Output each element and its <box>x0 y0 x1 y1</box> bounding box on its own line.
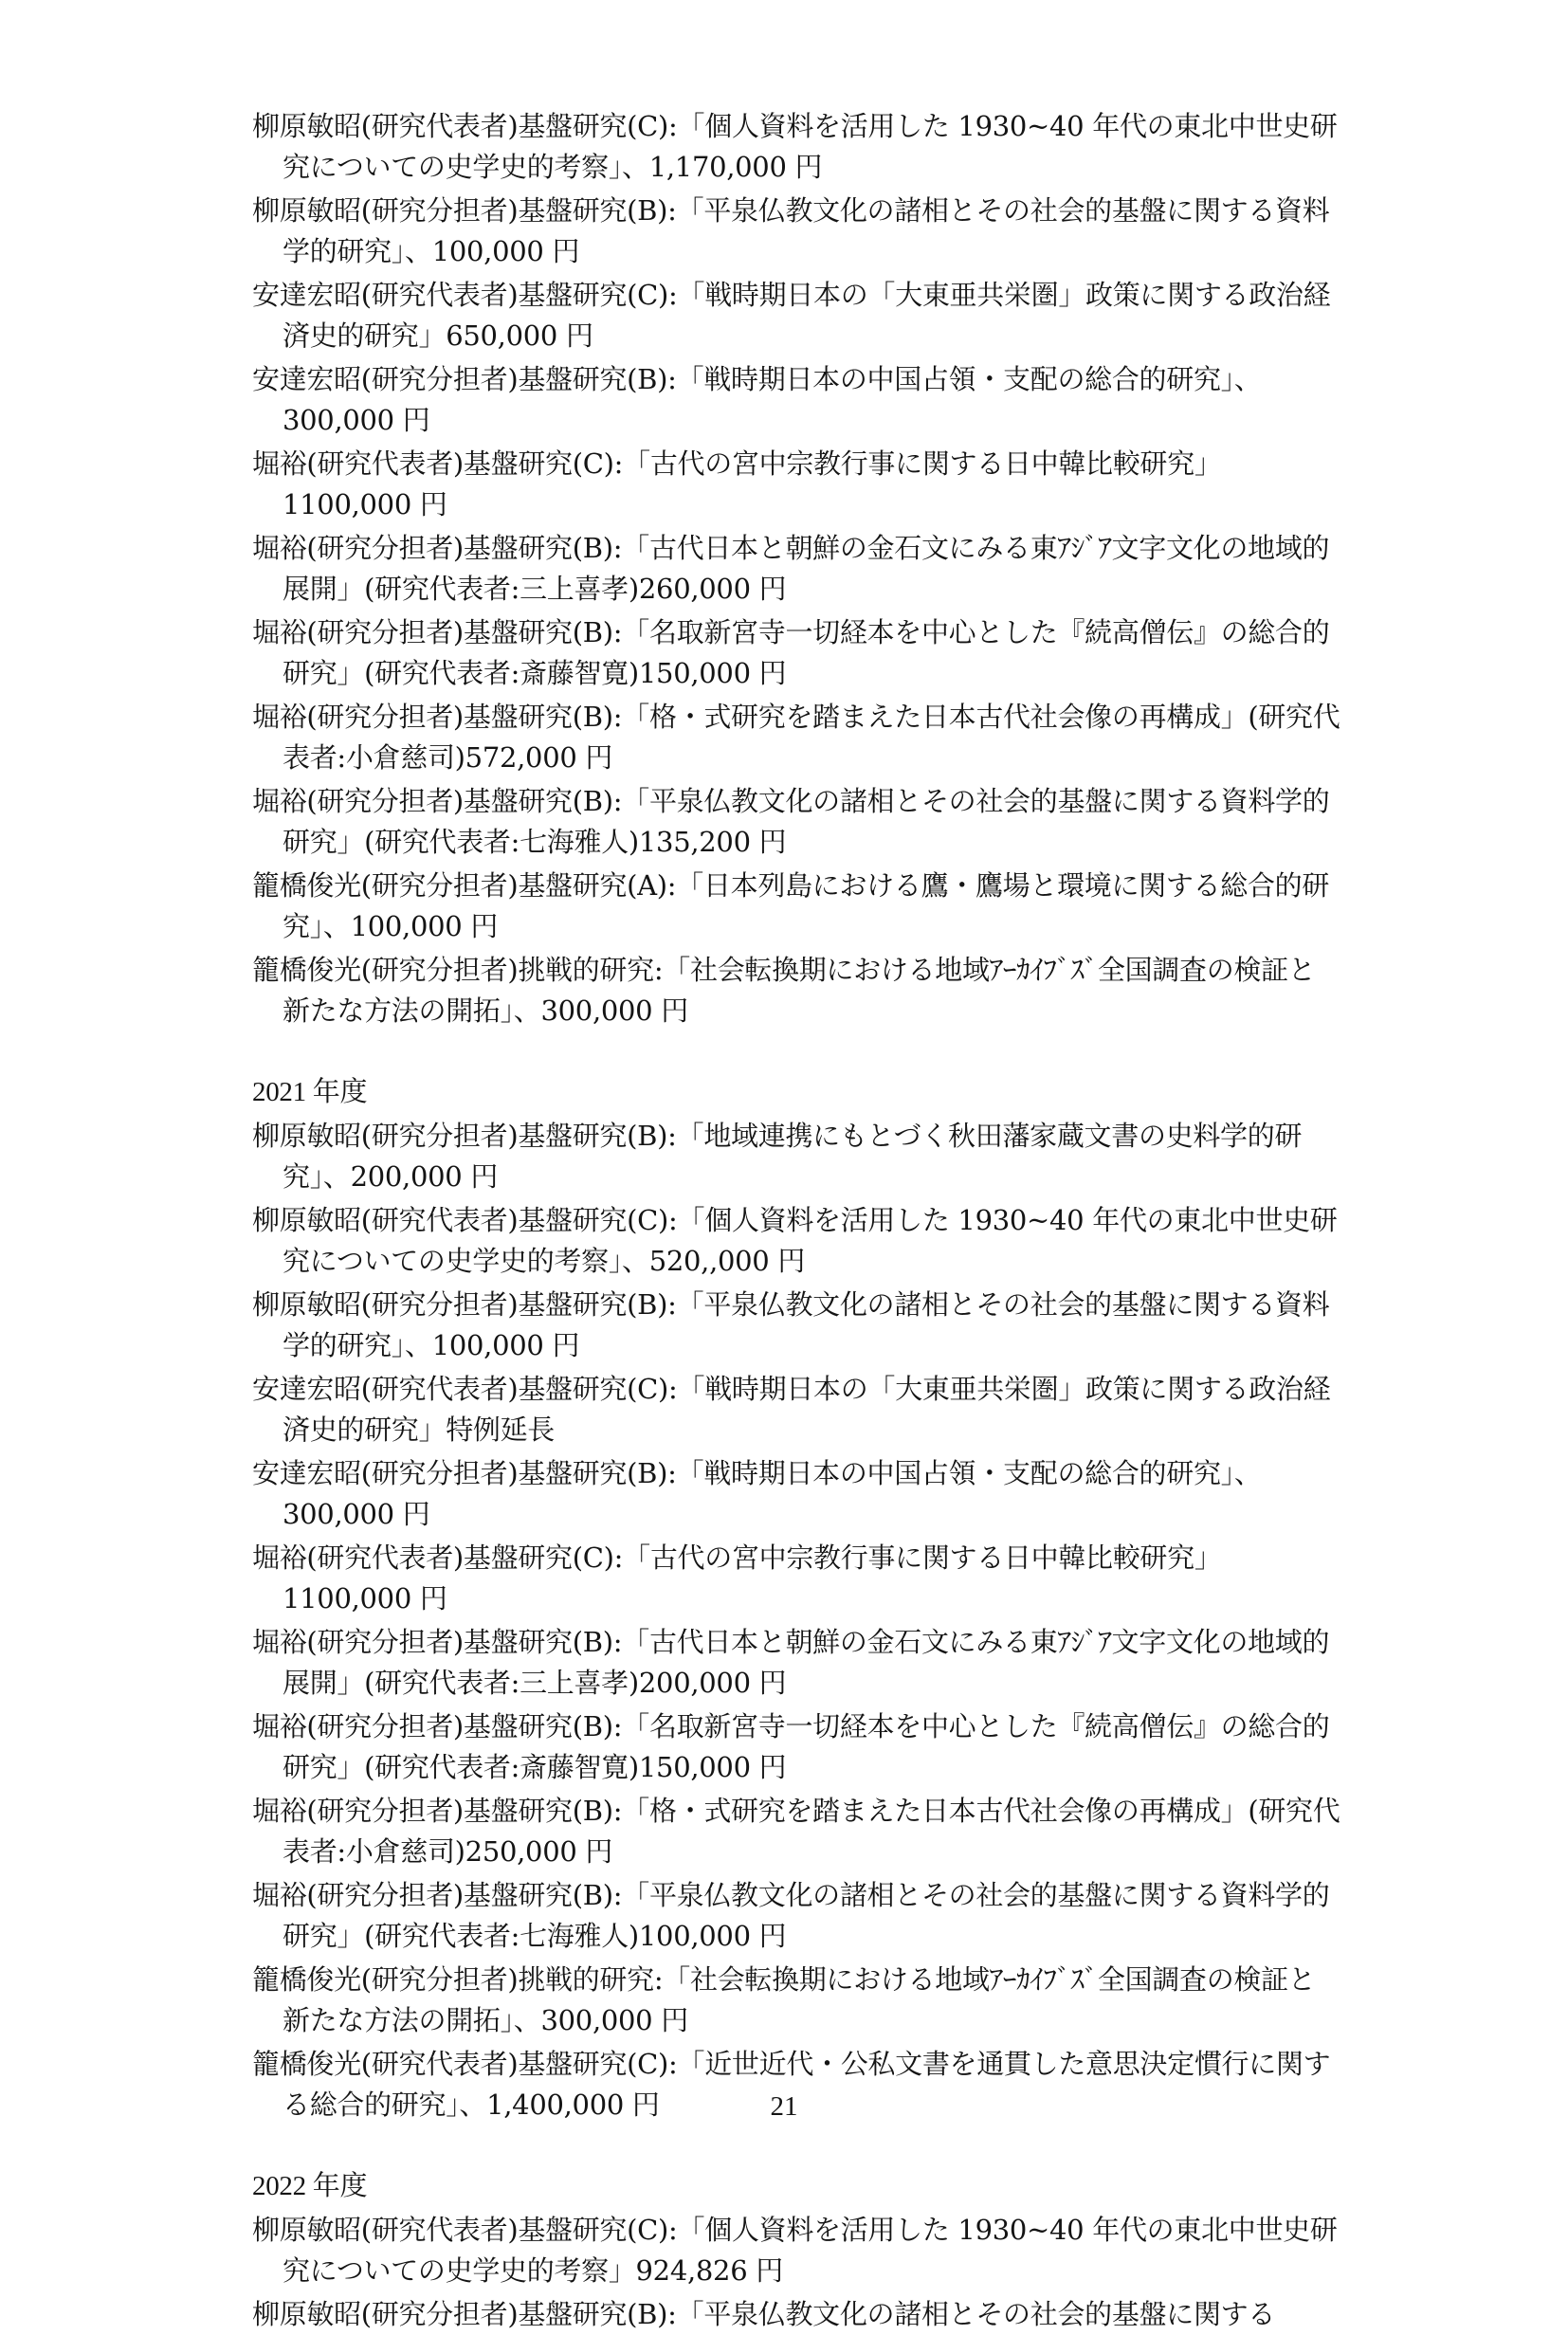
list-item: 籠橋俊光(研究分担者)基盤研究(A):「日本列島における鷹・鷹場と環境に関する総合的研究」、100,000 円 <box>252 869 1330 942</box>
list-item: 籠橋俊光(研究代表者)基盤研究(C):「近世近代・公私文書を通貫した意思決定慣行に関する総合的研究」、1,400,000 円 <box>252 2048 1331 2121</box>
list-item: 柳原敏昭(研究分担者)基盤研究(B):「地域連携にもとづく秋田藩家蔵文書の史料学的研究」、200,000 円 <box>252 1120 1303 1193</box>
list-item: 柳原敏昭(研究分担者)基盤研究(B):「平泉仏教文化の諸相とその社会的基盤に関する資料学的研究」、100,000 円 <box>252 194 1330 267</box>
section-2021 <box>252 1072 1340 2125</box>
list-item: 柳原敏昭(研究分担者)基盤研究(B):「平泉仏教文化の諸相とその社会的基盤に関する資料学的研究」、100,000 円 <box>252 1288 1330 1361</box>
section-continued <box>252 106 1340 1031</box>
list-item: 安達宏昭(研究分担者)基盤研究(B):「戦時期日本の中国占領・支配の総合的研究」、300,000 円 <box>252 363 1262 436</box>
year-heading: 2022 年度 <box>252 2171 368 2201</box>
list-item: 柳原敏昭(研究分担者)基盤研究(B):「平泉仏教文化の諸相とその社会的基盤に関する <box>252 2298 1276 2330</box>
section-2022 <box>252 2166 1340 2335</box>
list-item: 堀裕(研究分担者)基盤研究(B):「格・式研究を踏まえた日本古代社会像の再構成」(研究代表者:小倉慈司)572,000 円 <box>252 701 1340 774</box>
list-item: 堀裕(研究代表者)基盤研究(C):「古代の宮中宗教行事に関する日中韓比較研究」1100,000 円 <box>252 1541 1222 1614</box>
page-content <box>252 106 1340 2335</box>
list-item: 堀裕(研究分担者)基盤研究(B):「古代日本と朝鮮の金石文にみる東ｱｼﾞｱ文字文化の地域的展開」(研究代表者:三上喜孝)260,000 円 <box>252 532 1330 605</box>
page-number: 21 <box>770 2091 798 2122</box>
list-item: 堀裕(研究代表者)基盤研究(C):「古代の宮中宗教行事に関する日中韓比較研究」1100,000 円 <box>252 447 1222 520</box>
list-item: 安達宏昭(研究代表者)基盤研究(C):「戦時期日本の「大東亜共栄圏」政策に関する政治経済史的研究」特例延長 <box>252 1373 1331 1446</box>
list-item: 堀裕(研究分担者)基盤研究(B):「平泉仏教文化の諸相とその社会的基盤に関する資料学的研究」(研究代表者:七海雅人)100,000 円 <box>252 1879 1330 1952</box>
list-item: 堀裕(研究分担者)基盤研究(B):「古代日本と朝鮮の金石文にみる東ｱｼﾞｱ文字文化の地域的展開」(研究代表者:三上喜孝)200,000 円 <box>252 1626 1330 1699</box>
list-item: 籠橋俊光(研究分担者)挑戦的研究:「社会転換期における地域ｱｰｶｲﾌﾞｽﾞ全国調査の検証と新たな方法の開拓」、300,000 円 <box>252 1963 1316 2036</box>
list-item: 柳原敏昭(研究代表者)基盤研究(C):「個人資料を活用した 1930~40 年代の東北中世史研究についての史学史的考察」924,826 円 <box>252 2214 1338 2287</box>
list-item: 安達宏昭(研究代表者)基盤研究(C):「戦時期日本の「大東亜共栄圏」政策に関する政治経済史的研究」650,000 円 <box>252 279 1331 352</box>
list-item: 安達宏昭(研究分担者)基盤研究(B):「戦時期日本の中国占領・支配の総合的研究」、300,000 円 <box>252 1457 1262 1530</box>
list-item: 堀裕(研究分担者)基盤研究(B):「名取新宮寺一切経本を中心とした『続高僧伝』の総合的研究」(研究代表者:斎藤智寛)150,000 円 <box>252 616 1330 689</box>
list-item: 堀裕(研究分担者)基盤研究(B):「平泉仏教文化の諸相とその社会的基盤に関する資料学的研究」(研究代表者:七海雅人)135,200 円 <box>252 785 1330 858</box>
list-item: 柳原敏昭(研究代表者)基盤研究(C):「個人資料を活用した 1930~40 年代の東北中世史研究についての史学史的考察」、520,,000 円 <box>252 1204 1338 1277</box>
list-item: 籠橋俊光(研究分担者)挑戦的研究:「社会転換期における地域ｱｰｶｲﾌﾞｽﾞ全国調査の検証と新たな方法の開拓」、300,000 円 <box>252 954 1316 1027</box>
year-heading: 2021 年度 <box>252 1077 368 1107</box>
list-item: 柳原敏昭(研究代表者)基盤研究(C):「個人資料を活用した 1930~40 年代の東北中世史研究についての史学史的考察」、1,170,000 円 <box>252 110 1338 183</box>
list-item: 堀裕(研究分担者)基盤研究(B):「格・式研究を踏まえた日本古代社会像の再構成」(研究代表者:小倉慈司)250,000 円 <box>252 1795 1340 1868</box>
list-item: 堀裕(研究分担者)基盤研究(B):「名取新宮寺一切経本を中心とした『続高僧伝』の総合的研究」(研究代表者:斎藤智寛)150,000 円 <box>252 1710 1330 1783</box>
